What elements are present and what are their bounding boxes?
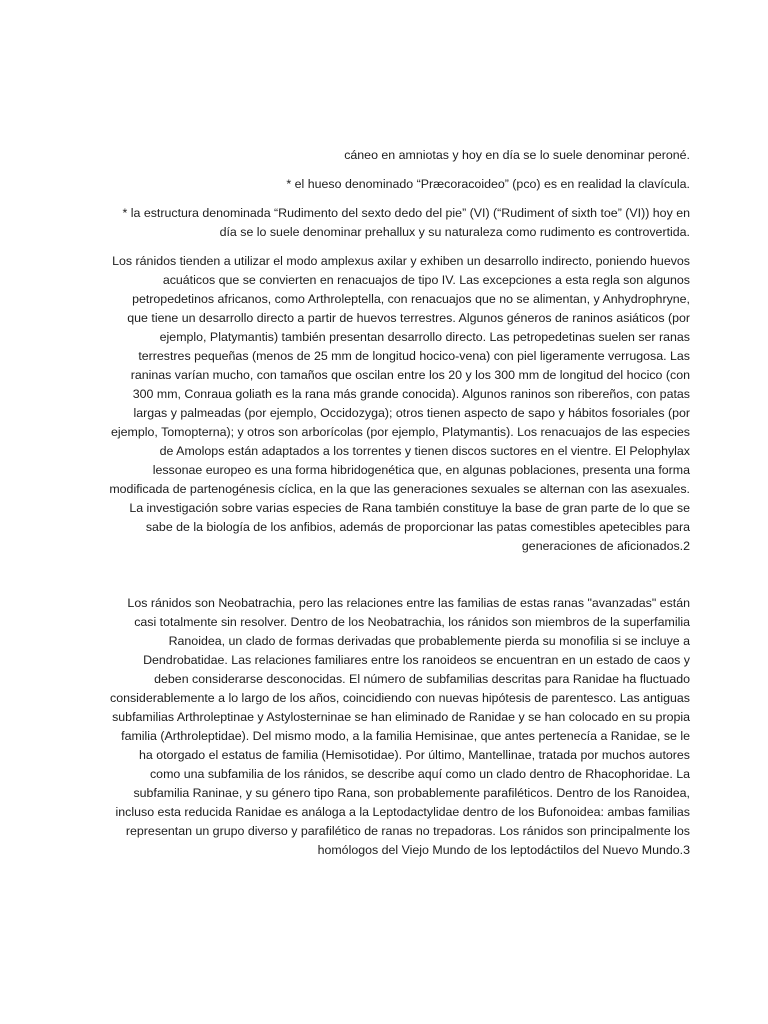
text-line-prehallux: * la estructura denominada “Rudimento del sexto dedo del pie” (VI) (“Rudiment of sixth toe” (VI)) hoy en día se lo suele denominar prehallux y su naturaleza como rudimento es controvertida. — [122, 206, 690, 239]
text-line-clavicula: * el hueso denominado “Præcoracoideo” (pco) es en realidad la clavícula. — [286, 177, 690, 191]
text-line-perone: cáneo en amniotas y hoy en día se lo suele denominar peroné. — [344, 148, 690, 162]
document-page — [108, 146, 690, 860]
paragraph-development: Los ránidos tienden a utilizar el modo amplexus axilar y exhiben un desarrollo indirecto, poniendo huevos acuáticos que se convierten en renacuajos de tipo IV. Las excepciones a esta regla son algunos petropedetinos africanos, como Arthroleptella, con renacuajos que no se alimentan, y Anhydrophryne, que tiene un desarrollo directo a partir de huevos terrestres. Algunos géneros de raninos asiáticos (por ejemplo, Platymantis) también presentan desarrollo directo. Las petropedetinas suelen ser ranas terrestres pequeñas (menos de 25 mm de longitud hocico-vena) con piel ligeramente verrugosa. Las raninas varían mucho, con tamaños que oscilan entre los 20 y los 300 mm de longitud del hocico (con 300 mm, Conraua goliath es la rana más grande conocida). Algunos raninos son ribereños, con patas largas y palmeadas (por ejemplo, Occidozyga); otros tienen aspecto de sapo y hábitos fosoriales (por ejemplo, Tomopterna); y otros son arborícolas (por ejemplo, Platymantis). Los renacuajos de las especies de Amolops están adaptados a los torrentes y tienen discos suctores en el vientre. El Pelophylax lessonae europeo es una forma hibridogenética que, en algunas poblaciones, presenta una forma modificada de partenogénesis cíclica, en la que las generaciones sexuales se alternan con las asexuales. La investigación sobre varias especies de Rana también constituye la base de gran parte de lo que se sabe de la biología de los anfibios, además de proporcionar las patas comestibles apetecibles para generaciones de aficionados.2 — [109, 254, 690, 553]
paragraph-taxonomy: Los ránidos son Neobatrachia, pero las relaciones entre las familias de estas ranas "avanzadas" están casi totalmente sin resolver. Dentro de los Neobatrachia, los ránidos son miembros de la superfamilia Ranoidea, un clado de formas derivadas que probablemente pierda su monofilia si se incluye a Dendrobatidae. Las relaciones familiares entre los ranoideos se encuentran en un estado de caos y deben considerarse desconocidas. El número de subfamilias descritas para Ranidae ha fluctuado considerablemente a lo largo de los años, coincidiendo con nuevas hipótesis de parentesco. Las antiguas subfamilias Arthroleptinae y Astylosterninae se han eliminado de Ranidae y se han colocado en su propia familia (Arthroleptidae). Del mismo modo, a la familia Hemisinae, que antes pertenecía a Ranidae, se le ha otorgado el estatus de familia (Hemisotidae). Por último, Mantellinae, tratada por muchos autores como una subfamilia de los ránidos, se describe aquí como un clado dentro de Rhacophoridae. La subfamilia Raninae, y su género tipo Rana, son probablemente parafiléticos. Dentro de los Ranoidea, incluso esta reducida Ranidae es análoga a la Leptodactylidae dentro de los Bufonoidea: ambas familias representan un grupo diverso y parafilético de ranas no trepadoras. Los ránidos son principalmente los homólogos del Viejo Mundo de los leptodáctilos del Nuevo Mundo.3 — [110, 596, 690, 857]
